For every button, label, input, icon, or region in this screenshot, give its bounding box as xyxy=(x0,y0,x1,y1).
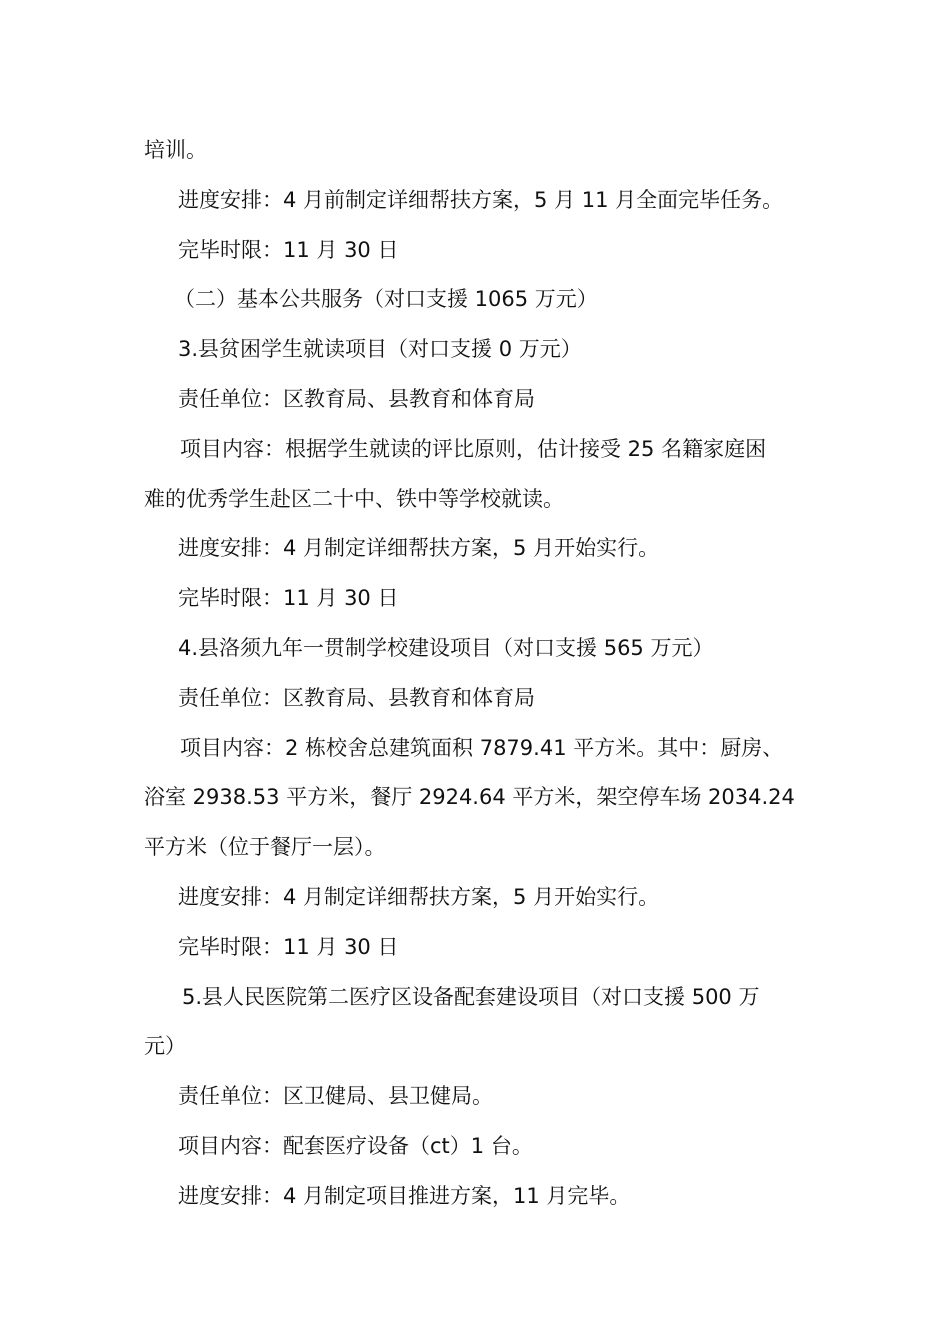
paragraph-line: 进度安排：4 月前制定详细帮扶方案，5 月 11 月全面完毕任务。 xyxy=(178,187,784,212)
paragraph-line: 难的优秀学生赴区二十中、铁中等学校就读。 xyxy=(144,486,564,511)
paragraph-line: 进度安排：4 月制定项目推进方案，11 月完毕。 xyxy=(178,1183,631,1208)
paragraph-line: 责任单位：区教育局、县教育和体育局 xyxy=(178,685,535,710)
paragraph-line: 平方米（位于餐厅一层）。 xyxy=(144,835,386,860)
item-heading: 5.县人民医院第二医疗区设备配套建设项目（对口支援 500 万 xyxy=(182,984,760,1009)
paragraph-line: 培训。 xyxy=(144,138,207,162)
paragraph-line: 项目内容：2 栋校舍总建筑面积 7879.41 平方米。其中：厨房、 xyxy=(180,735,784,760)
paragraph-line: 进度安排：4 月制定详细帮扶方案，5 月开始实行。 xyxy=(178,536,660,561)
paragraph-line: 完毕时限：11 月 30 日 xyxy=(178,934,399,959)
paragraph-line: 项目内容：配套医疗设备（ct）1 台。 xyxy=(178,1133,533,1158)
item-heading: 4.县洛须九年一贯制学校建设项目（对口支援 565 万元） xyxy=(178,635,714,660)
document-body xyxy=(144,126,814,1222)
paragraph-line: 进度安排：4 月制定详细帮扶方案，5 月开始实行。 xyxy=(178,884,660,909)
paragraph-line: 责任单位：区卫健局、县卫健局。 xyxy=(178,1084,493,1109)
paragraph-line: 责任单位：区教育局、县教育和体育局 xyxy=(178,386,535,411)
paragraph-line: 浴室 2938.53 平方米，餐厅 2924.64 平方米，架空停车场 2034.24 xyxy=(144,785,795,810)
section-heading: （二）基本公共服务（对口支援 1065 万元） xyxy=(174,287,598,312)
paragraph-line: 完毕时限：11 月 30 日 xyxy=(178,586,399,611)
paragraph-line: 元） xyxy=(144,1034,186,1059)
item-heading: 3.县贫困学生就读项目（对口支援 0 万元） xyxy=(178,337,582,362)
paragraph-line: 项目内容：根据学生就读的评比原则，估计接受 25 名籍家庭困 xyxy=(180,436,767,461)
paragraph-line: 完毕时限：11 月 30 日 xyxy=(178,237,399,262)
